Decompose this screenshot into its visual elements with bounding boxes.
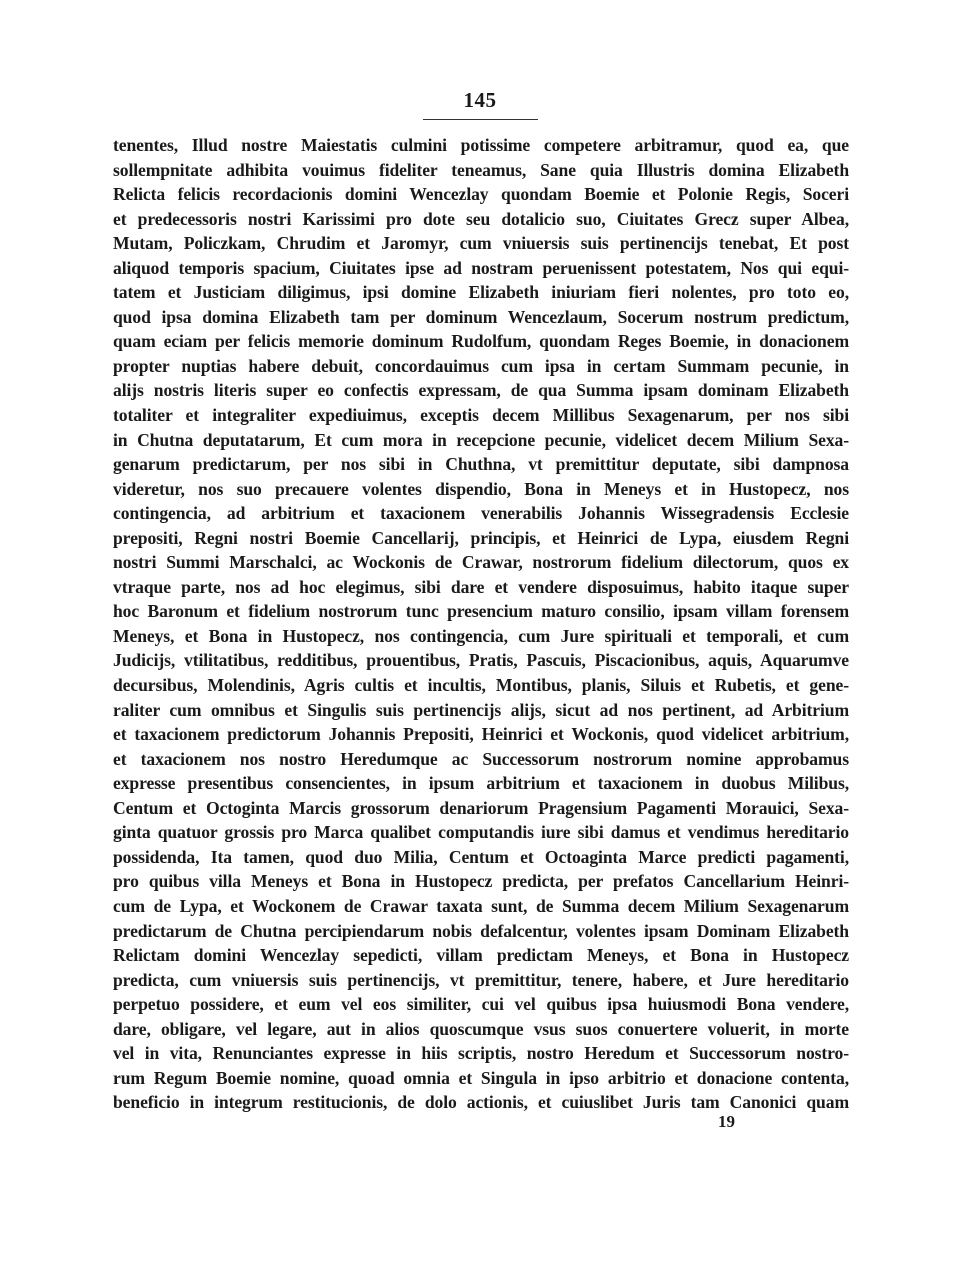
text-line: sollempnitate adhibita vouimus fideliter teneamus, Sane quia Illustris domina Elizabeth <box>113 159 849 180</box>
text-line: decursibus, Molendinis, Agris cultis et incultis, Montibus, planis, Siluis et Rubetis, et gene- <box>113 675 849 696</box>
text-line: tenentes, Illud nostre Maiestatis culmini potissime competere arbitramur, quod ea, que <box>113 135 849 155</box>
text-line: ginta quatuor grossis pro Marca qualibet computandis iure sibi damus et vendimus hereditario <box>113 822 849 843</box>
text-line: Meneys, et Bona in Hustopecz, nos contingencia, cum Jure spirituali et temporali, et cum <box>113 625 849 646</box>
page-number-rule <box>423 119 538 120</box>
text-line: Relictam domini Wencezlay sepedicti, villam predictam Meneys, et Bona in Hustopecz <box>113 945 849 966</box>
text-line: propter nuptias habere debuit, concordauimus cum ipsa in certam Summam pecunie, in <box>113 355 849 376</box>
text-line: aliquod temporis spacium, Ciuitates ipse ad nostram peruenissent potestatem, Nos qui equi- <box>113 257 849 278</box>
text-line: predictarum de Chutna percipiendarum nobis defalcentur, volentes ipsam Dominam Elizabeth <box>113 920 849 941</box>
text-line: Centum et Octoginta Marcis grossorum denariorum Pragensium Pagamenti Morauici, Sexa- <box>113 797 849 818</box>
text-line: contingencia, ad arbitrium et taxacionem venerabilis Johannis Wissegradensis Ecclesie <box>113 503 849 524</box>
text-line: perpetuo possidere, et eum vel eos similiter, cui vel quibus ipsa huiusmodi Bona vendere, <box>113 994 849 1015</box>
text-line: genarum predictarum, per nos sibi in Chuthna, vt premittitur deputate, sibi dampnosa <box>113 454 849 475</box>
text-line: Judicijs, vtilitatibus, redditibus, prouentibus, Pratis, Pascuis, Piscacionibus, aquis, Aquarumve <box>113 650 849 671</box>
text-line: quam eciam per felicis memorie dominum Rudolfum, quondam Reges Boemie, in donacionem <box>113 331 849 352</box>
text-line: prepositi, Regni nostri Boemie Cancellarij, principis, et Heinrici de Lypa, eiusdem Regni <box>113 527 849 548</box>
text-line: nostri Summi Marschalci, ac Wockonis de Crawar, nostrorum fidelium dilectorum, quos ex <box>113 552 849 573</box>
text-line: dare, obligare, vel legare, aut in alios quoscumque vsus suos conuertere voluerit, in morte <box>113 1018 849 1039</box>
text-line: raliter cum omnibus et Singulis suis pertinencijs alijs, sicut ad nos pertinent, ad Arbitrium <box>113 699 849 720</box>
text-line: beneficio in integrum restitucionis, de dolo actionis, et cuiuslibet Juris tam Canonici quam <box>113 1092 849 1113</box>
text-line: possidenda, Ita tamen, quod duo Milia, Centum et Octoaginta Marce predicti pagamenti, <box>113 846 849 867</box>
text-line: vtraque parte, nos ad hoc elegimus, sibi dare et vendere disposuimus, habito itaque super <box>113 576 849 597</box>
text-line: tatem et Justiciam diligimus, ipsi domine Elizabeth iniuriam fieri nolentes, pro toto eo, <box>113 282 849 303</box>
text-line: pro quibus villa Meneys et Bona in Hustopecz predicta, per prefatos Cancellarium Heinri- <box>113 871 849 892</box>
text-line: totaliter et integraliter expediuimus, exceptis decem Millibus Sexagenarum, per nos sibi <box>113 405 849 426</box>
text-line: et predecessoris nostri Karissimi pro dote seu dotalicio suo, Ciuitates Grecz super Albea, <box>113 208 849 229</box>
text-line: videretur, nos suo precauere volentes dispendio, Bona in Meneys et in Hustopecz, nos <box>113 478 849 499</box>
text-line: predicta, cum vniuersis suis pertinencijs, vt premittitur, tenere, habere, et Jure hereditario <box>113 969 849 990</box>
text-line: et taxacionem nos nostro Heredumque ac Successorum nostrorum nomine approbamus <box>113 748 849 769</box>
text-line: et taxacionem predictorum Johannis Prepositi, Heinrici et Wockonis, quod videlicet arbitrium, <box>113 724 849 745</box>
signature-mark: 19 <box>718 1112 735 1131</box>
text-line: cum de Lypa, et Wockonem de Crawar taxata sunt, de Summa decem Milium Sexagenarum <box>113 895 849 916</box>
text-line: hoc Baronum et fidelium nostrorum tunc presencium maturo consilio, ipsam villam forensem <box>113 601 849 622</box>
text-line: alijs nostris literis super eo confectis expressam, de qua Summa ipsam dominam Elizabeth <box>113 380 849 401</box>
text-line: Relicta felicis recordacionis domini Wencezlay quondam Boemie et Polonie Regis, Soceri <box>113 184 849 205</box>
text-line: vel in vita, Renunciantes expresse in hiis scriptis, nostro Heredum et Successorum nostro- <box>113 1043 849 1064</box>
page-number: 145 <box>463 88 497 112</box>
text-line: rum Regum Boemie nomine, quoad omnia et Singula in ipso arbitrio et donacione contenta, <box>113 1067 849 1088</box>
body-text <box>113 133 849 1115</box>
text-line: quod ipsa domina Elizabeth tam per dominum Wencezlaum, Socerum nostrum predictum, <box>113 306 849 327</box>
text-line: expresse presentibus consencientes, in ipsum arbitrium et taxacionem in duobus Milibus, <box>113 773 849 794</box>
text-line: Mutam, Policzkam, Chrudim et Jaromyr, cum vniuersis suis pertinencijs tenebat, Et post <box>113 233 849 254</box>
text-line: in Chutna deputatarum, Et cum mora in recepcione pecunie, videlicet decem Milium Sexa- <box>113 429 849 450</box>
